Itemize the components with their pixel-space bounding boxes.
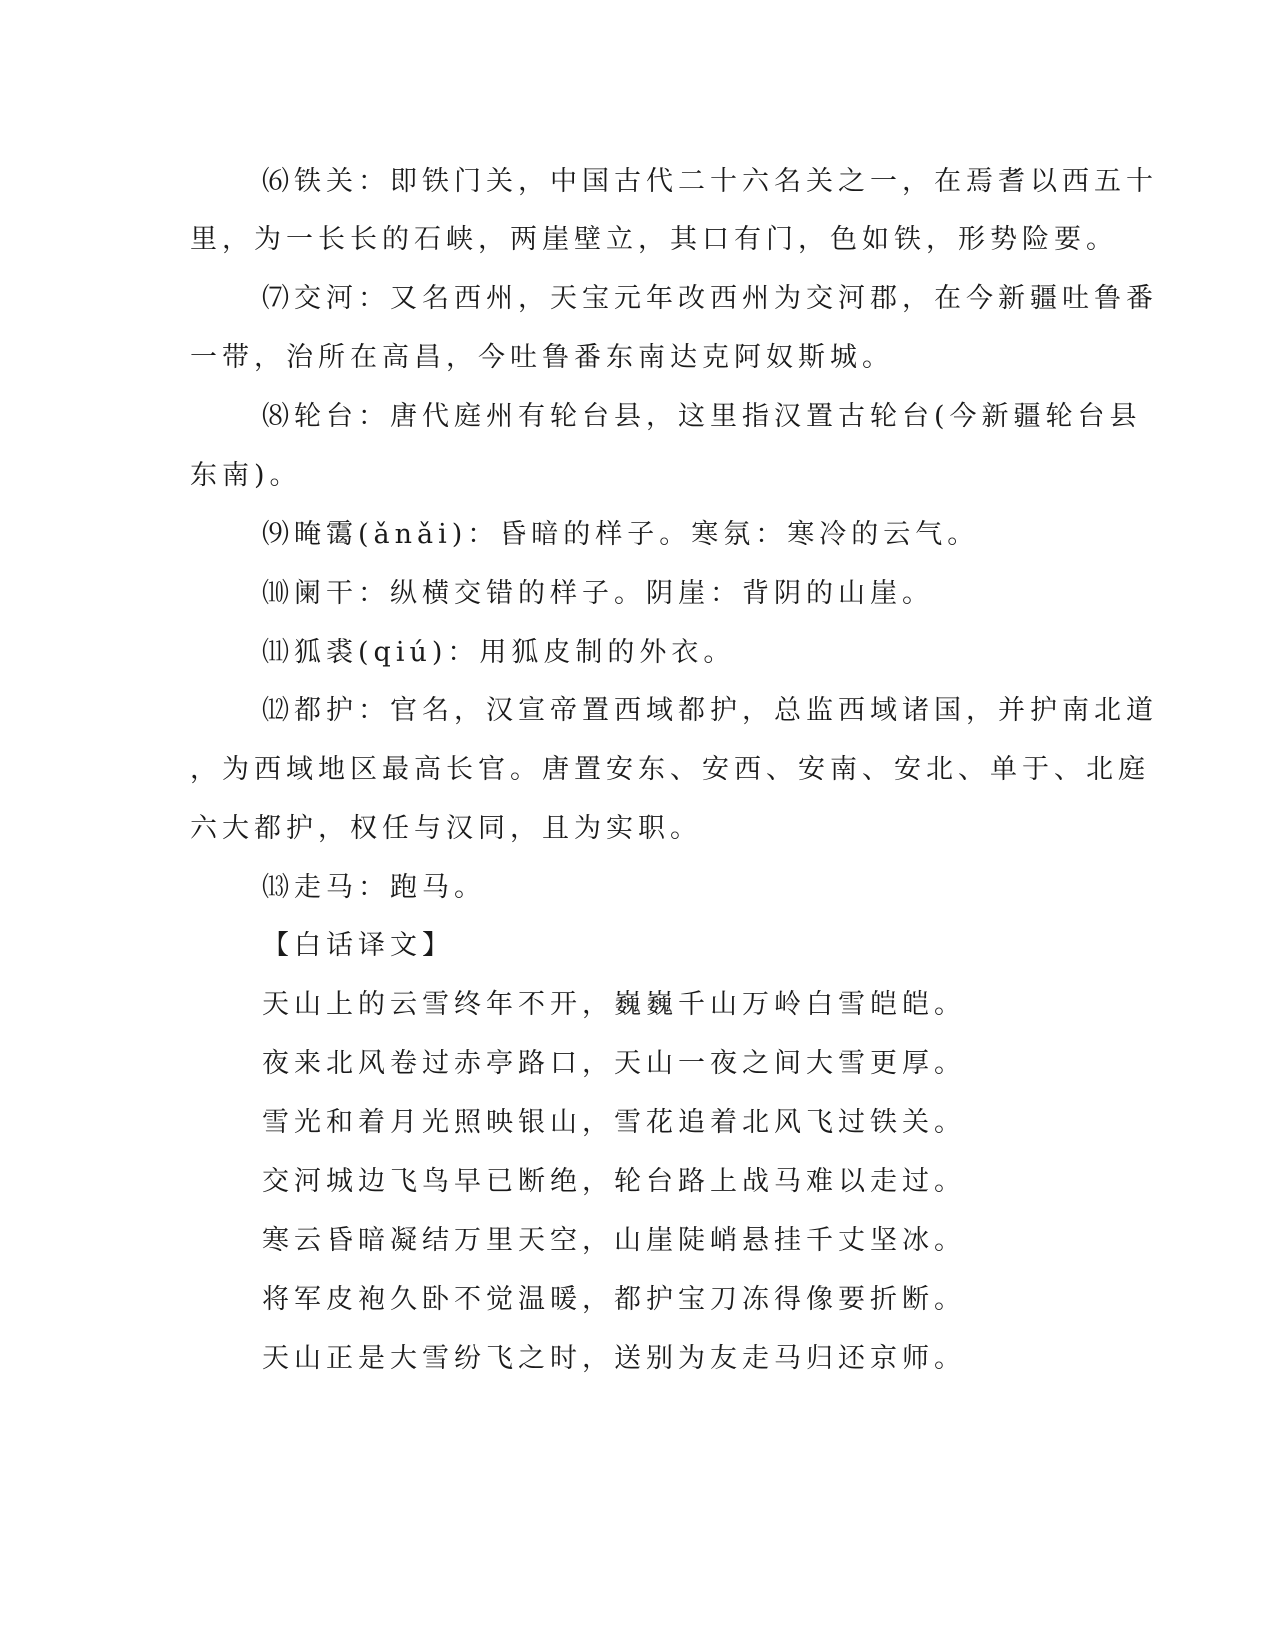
translation-heading: 【白话译文】 — [262, 930, 454, 961]
translation-line: 天山上的云雪终年不开，巍巍千山万岭白雪皑皑。 — [262, 989, 966, 1020]
translation-line: 雪光和着月光照映银山，雪花追着北风飞过铁关。 — [262, 1107, 966, 1138]
note-8-line-1: ⑻轮台：唐代庭州有轮台县，这里指汉置古轮台(今新疆轮台县 — [262, 401, 1142, 432]
note-10: ⑽阑干：纵横交错的样子。阴崖：背阴的山崖。 — [262, 578, 934, 609]
note-6-line-1: ⑹铁关：即铁门关，中国古代二十六名关之一，在焉耆以西五十 — [262, 166, 1158, 197]
note-12-line-2: ，为西域地区最高长官。唐置安东、安西、安南、安北、单于、北庭 — [190, 754, 1150, 785]
note-6-line-2: 里，为一长长的石峡，两崖壁立，其口有门，色如铁，形势险要。 — [190, 224, 1118, 255]
translation-line: 天山正是大雪纷飞之时，送别为友走马归还京师。 — [262, 1343, 966, 1374]
translation-line: 交河城边飞鸟早已断绝，轮台路上战马难以走过。 — [262, 1166, 966, 1197]
translation-line: 寒云昏暗凝结万里天空，山崖陡峭悬挂千丈坚冰。 — [262, 1225, 966, 1256]
note-8-line-2: 东南)。 — [190, 460, 302, 491]
note-7-line-1: ⑺交河：又名西州，天宝元年改西州为交河郡，在今新疆吐鲁番 — [262, 283, 1158, 314]
note-7-line-2: 一带，治所在高昌，今吐鲁番东南达克阿奴斯城。 — [190, 342, 894, 373]
translation-line: 夜来北风卷过赤亭路口，天山一夜之间大雪更厚。 — [262, 1048, 966, 1079]
note-12-line-1: ⑿都护：官名，汉宣帝置西域都护，总监西域诸国，并护南北道 — [262, 695, 1158, 726]
note-12-line-3: 六大都护，权任与汉同，且为实职。 — [190, 813, 702, 844]
note-9: ⑼晻霭(ǎnǎi)：昏暗的样子。寒氛：寒冷的云气。 — [262, 519, 980, 550]
note-11: ⑾狐裘(qiú)：用狐皮制的外衣。 — [262, 637, 736, 668]
translation-line: 将军皮袍久卧不觉温暖，都护宝刀冻得像要折断。 — [262, 1284, 966, 1315]
note-13: ⒀走马：跑马。 — [262, 872, 486, 903]
